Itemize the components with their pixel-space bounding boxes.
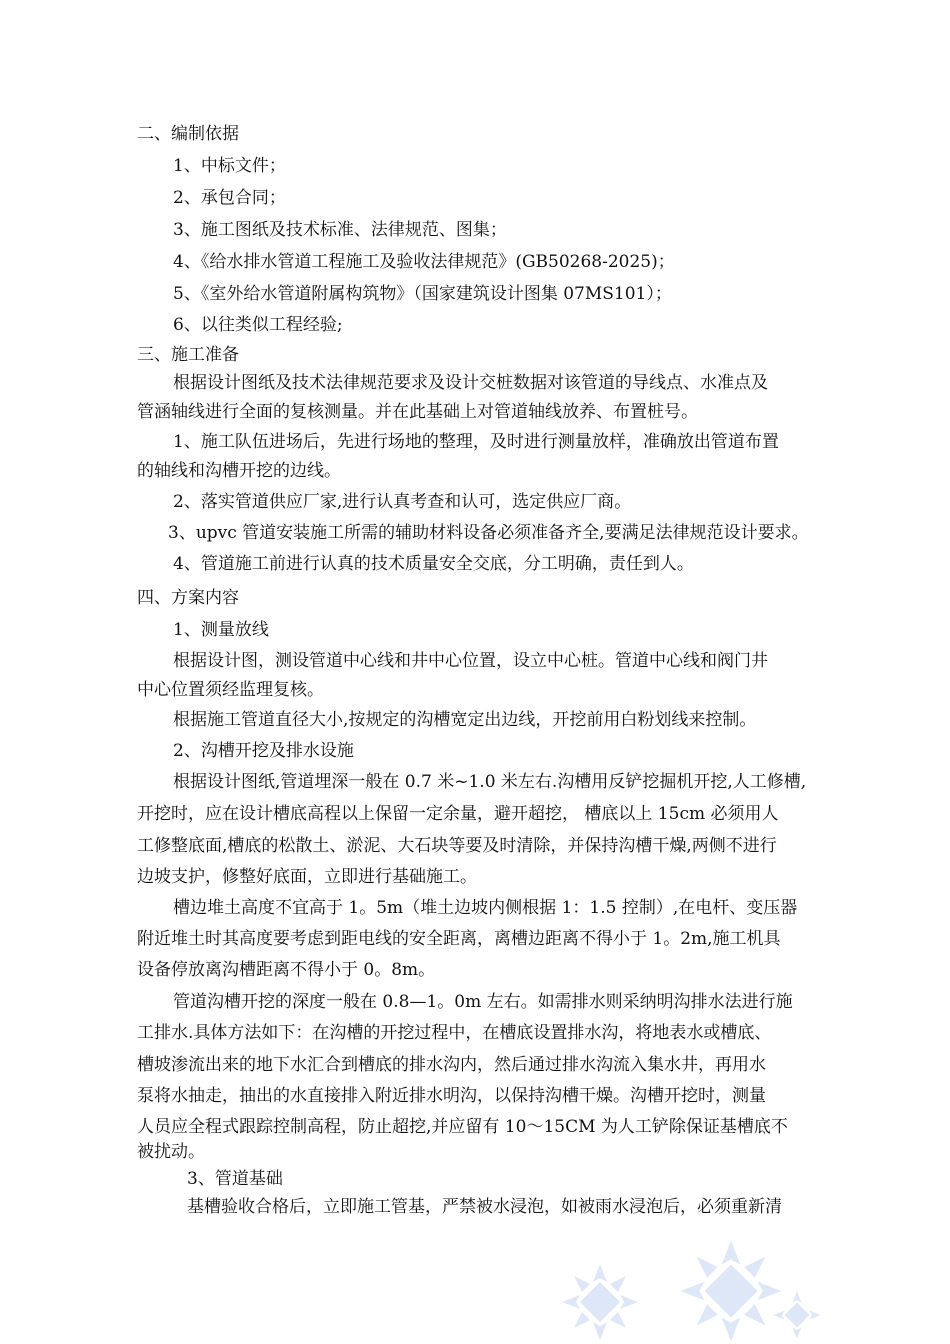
list-item: 3、施工图纸及技术标准、法律规范、图集；: [173, 220, 507, 240]
paragraph-line: 人员应全程式跟踪控制高程，防止超挖,并应留有 10～15CM 为人工铲除保证基槽底不: [137, 1117, 788, 1137]
paragraph-line: 被扰动。: [137, 1142, 205, 1162]
paragraph-line: 槽边堆土高度不宜高于 1。5m（堆土边坡内侧根据 1：1.5 控制）,在电杆、变压器: [173, 898, 798, 918]
list-item: 4、《给水排水管道工程施工及验收法律规范》(GB50268-2025)；: [173, 252, 675, 272]
paragraph-line: 4、管道施工前进行认真的技术质量安全交底，分工明确，责任到人。: [173, 554, 694, 574]
paragraph-line: 开挖时，应在设计槽底高程以上保留一定余量，避开超挖， 槽底以上 15cm 必须用人: [137, 804, 779, 824]
list-item: 6、以往类似工程经验;: [173, 315, 343, 335]
paragraph-line: 中心位置须经监理复核。: [137, 680, 324, 700]
list-item: 2、承包合同；: [173, 188, 286, 208]
list-item: 5、《室外给水管道附属构筑物》（国家建筑设计图集 07MS101）；: [173, 284, 672, 304]
paragraph-line: 管道沟槽开挖的深度一般在 0.8—1。0m 左右。如需排水则采纳明沟排水法进行施: [173, 992, 793, 1012]
paragraph-line: 边坡支护，修整好底面，立即进行基础施工。: [137, 867, 477, 887]
watermark-snowflake-icon: [678, 1238, 784, 1344]
paragraph-line: 设备停放离沟槽距离不得小于 0。8m。: [137, 960, 436, 980]
section-heading: 四、方案内容: [137, 588, 239, 608]
paragraph-line: 泵将水抽走，抽出的水直接排入附近排水明沟，以保持沟槽干燥。沟槽开挖时，测量: [137, 1086, 766, 1106]
section-heading: 三、施工准备: [137, 345, 239, 365]
paragraph-line: 2、落实管道供应厂家,进行认真考查和认可，选定供应厂商。: [173, 492, 632, 512]
paragraph-line: 根据设计图纸及技术法律规范要求及设计交桩数据对该管道的导线点、水准点及: [173, 373, 768, 393]
paragraph-line: 工排水.具体方法如下：在沟槽的开挖过程中，在槽底设置排水沟，将地表水或槽底、: [137, 1023, 772, 1043]
paragraph-line: 基槽验收合格后，立即施工管基，严禁被水浸泡，如被雨水浸泡后，必须重新清: [187, 1197, 782, 1217]
watermark-snowflake-icon: [772, 1290, 822, 1340]
paragraph-line: 根据设计图纸,管道埋深一般在 0.7 米~1.0 米左右.沟槽用反铲挖掘机开挖,人工修槽,: [173, 772, 807, 792]
paragraph-line: 工修整底面,槽底的松散土、淤泥、大石块等要及时清除，并保持沟槽干燥,两侧不进行: [137, 836, 777, 856]
section-heading: 二、编制依据: [137, 124, 239, 144]
paragraph-line: 根据设计图，测设管道中心线和井中心位置，设立中心桩。管道中心线和阀门井: [173, 651, 768, 671]
paragraph-line: 的轴线和沟槽开挖的边线。: [137, 461, 341, 481]
subsection-heading: 2、沟槽开挖及排水设施: [173, 741, 354, 761]
watermark-snowflake-icon: [560, 1262, 640, 1342]
subsection-heading: 1、测量放线: [173, 620, 269, 640]
paragraph-line: 根据施工管道直径大小,按规定的沟槽宽定出边线，开挖前用白粉划线来控制。: [173, 710, 757, 730]
paragraph-line: 附近堆土时其高度要考虑到距电线的安全距离，离槽边距离不得小于 1。2m,施工机具: [137, 929, 781, 949]
subsection-heading: 3、管道基础: [187, 1169, 283, 1189]
paragraph-line: 管涵轴线进行全面的复核测量。并在此基础上对管道轴线放养、布置桩号。: [137, 402, 698, 422]
list-item: 1、中标文件；: [173, 156, 286, 176]
paragraph-line: 3、upvc 管道安装施工所需的辅助材料设备必须准备齐全,要满足法律规范设计要求。: [168, 523, 809, 543]
paragraph-line: 槽坡渗流出来的地下水汇合到槽底的排水沟内，然后通过排水沟流入集水井，再用水: [137, 1055, 766, 1075]
paragraph-line: 1、施工队伍进场后，先进行场地的整理，及时进行测量放样，准确放出管道布置: [173, 432, 779, 452]
